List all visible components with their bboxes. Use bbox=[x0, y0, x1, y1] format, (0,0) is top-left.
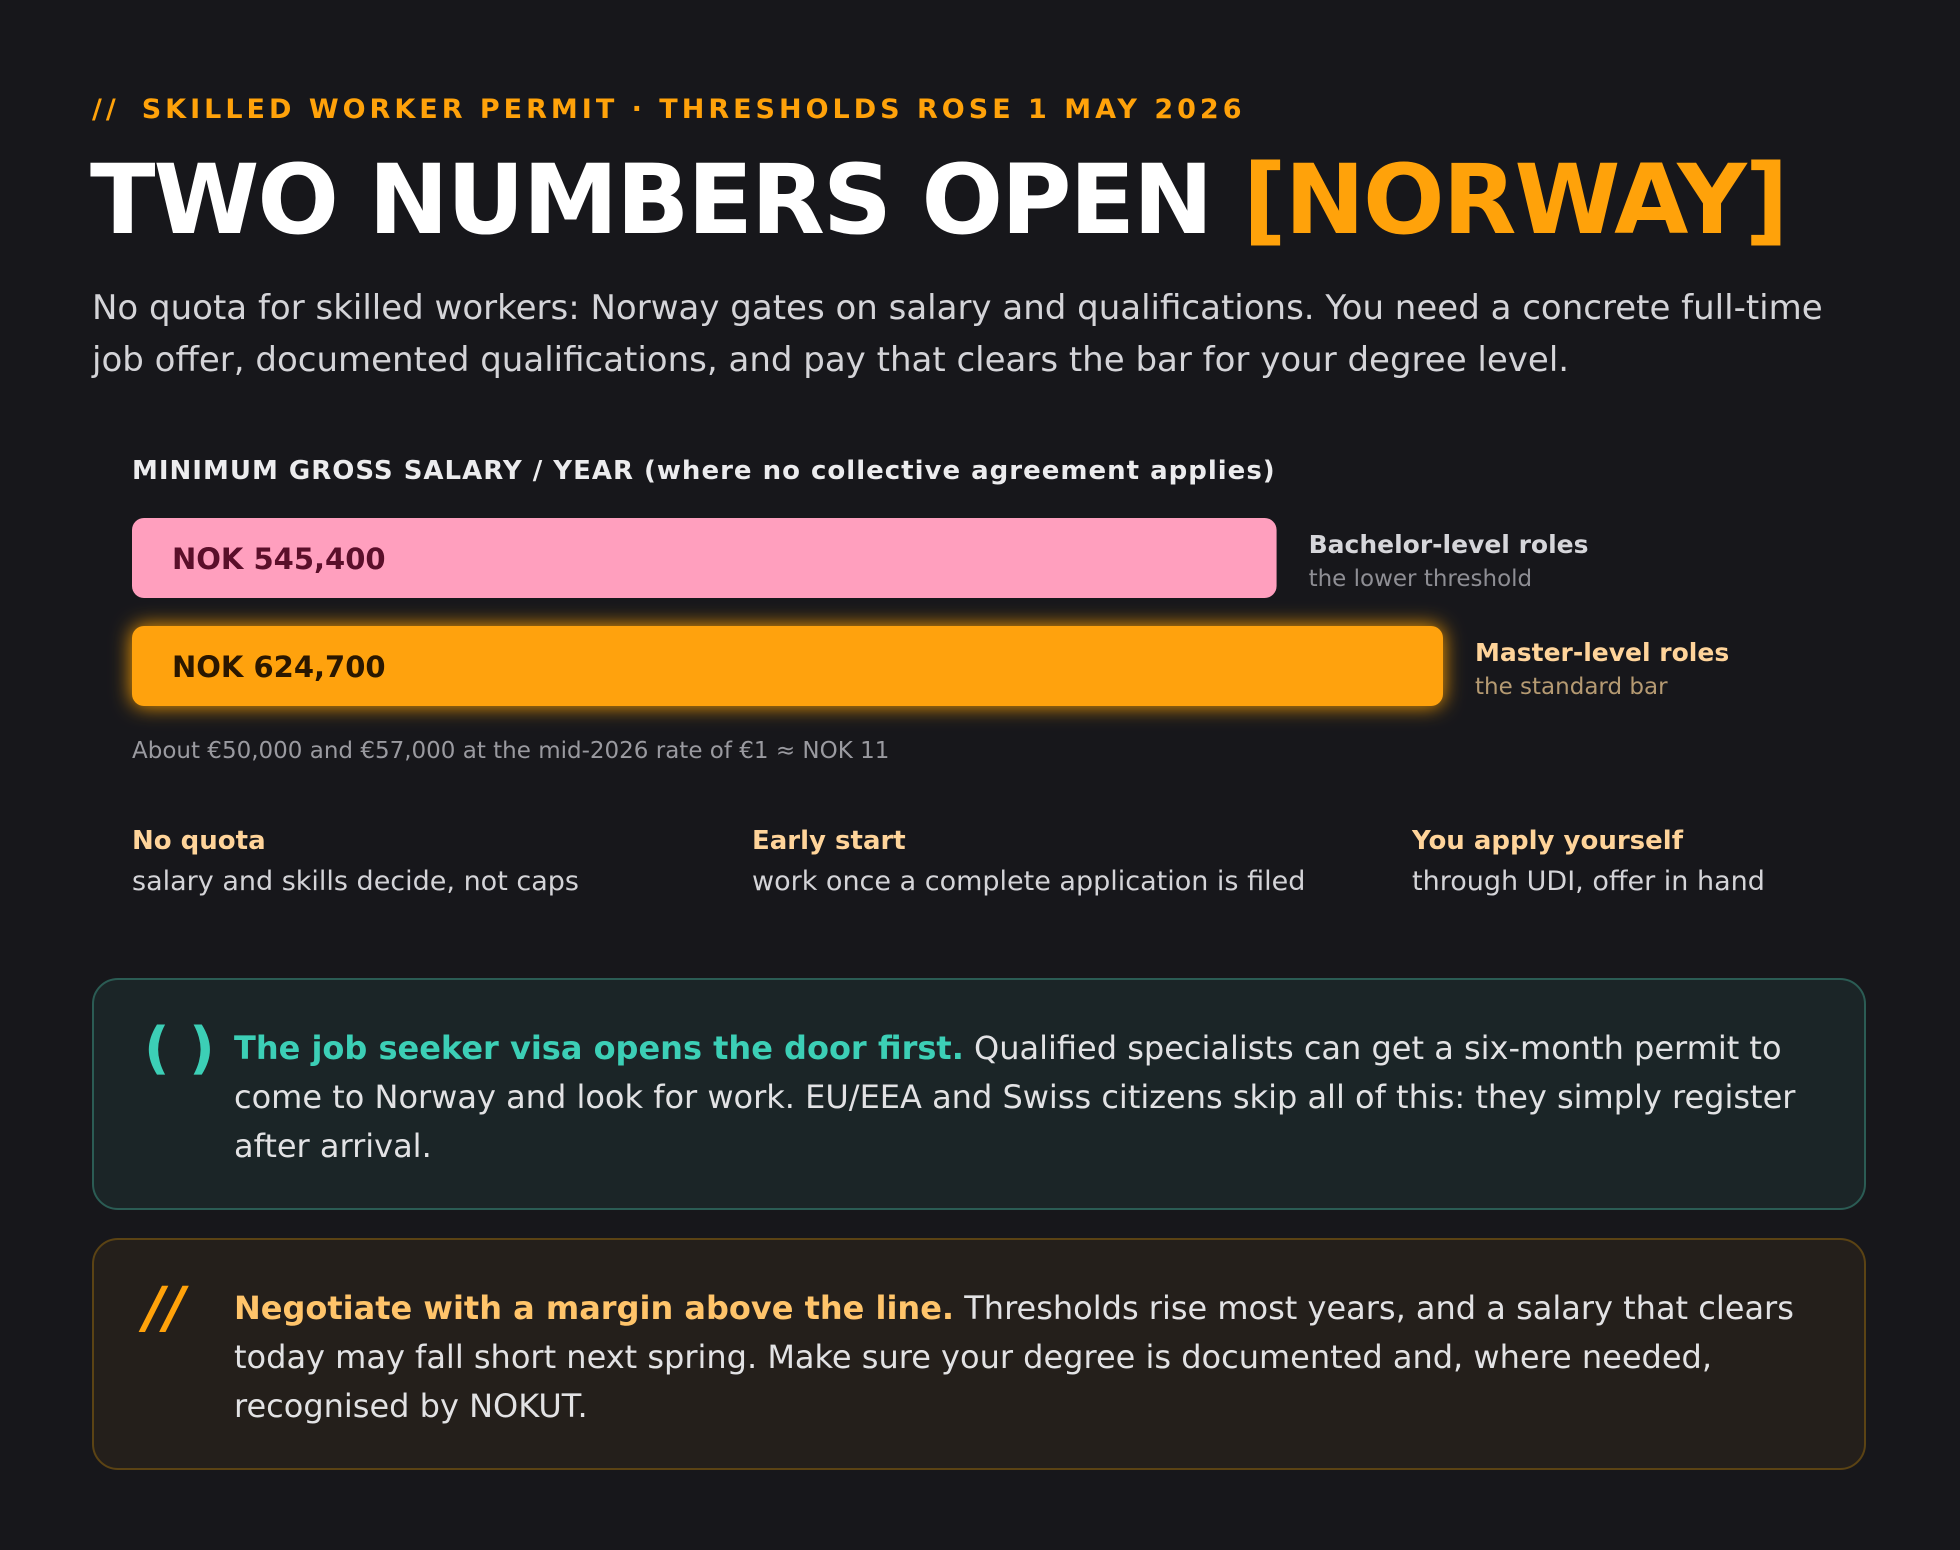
fact-text: through UDI, offer in hand bbox=[1412, 866, 1765, 897]
title-main: TWO NUMBERS OPEN bbox=[90, 144, 1243, 256]
slashes-icon: // bbox=[144, 1276, 185, 1341]
negotiate-callout bbox=[92, 1238, 1866, 1470]
parentheses-icon: ( ) bbox=[144, 1016, 215, 1081]
callout-text: Thresholds rise most years, and a salary that clears today may fall short next spring. Make sure your degree is documented and, where needed, recognised by NOKUT. bbox=[234, 1289, 1794, 1425]
bar-value-label: NOK 624,700 bbox=[172, 650, 386, 684]
fact-heading: Early start bbox=[752, 826, 906, 856]
bar-value-label: NOK 545,400 bbox=[172, 542, 386, 576]
fact-text: salary and skills decide, not caps bbox=[132, 866, 579, 897]
chart-title: MINIMUM GROSS SALARY / YEAR (where no collective agreement applies) bbox=[132, 456, 1276, 486]
callout-body bbox=[234, 1024, 1824, 1171]
job-seeker-callout bbox=[92, 978, 1866, 1210]
salary-bar-chart bbox=[0, 0, 1960, 760]
bar-category-label: Master-level roles bbox=[1475, 638, 1730, 667]
bar-sublabel: the lower threshold bbox=[1308, 566, 1533, 592]
title-accent: [NORWAY] bbox=[1242, 144, 1787, 256]
callout-lead: The job seeker visa opens the door first. bbox=[234, 1029, 964, 1067]
conversion-note: About €50,000 and €57,000 at the mid-2026 rate of €1 ≈ NOK 11 bbox=[132, 738, 890, 764]
bar-sublabel: the standard bar bbox=[1475, 674, 1668, 700]
fact-apply-yourself bbox=[1412, 826, 1765, 897]
intro-paragraph: No quota for skilled workers: Norway gates on salary and qualifications. You need a concrete full-time job offer, documented qualifications, and pay that clears the bar for your degree level. bbox=[92, 288, 1823, 380]
eyebrow-text: SKILLED WORKER PERMIT · THRESHOLDS ROSE 1 MAY 2026 bbox=[141, 94, 1246, 125]
fact-early-start bbox=[752, 826, 1305, 897]
callout-lead: Negotiate with a margin above the line. bbox=[234, 1289, 955, 1327]
fact-heading: No quota bbox=[132, 826, 266, 856]
fact-heading: You apply yourself bbox=[1412, 826, 1684, 856]
fact-text: work once a complete application is filed bbox=[752, 866, 1306, 897]
callout-body bbox=[234, 1284, 1824, 1431]
bar-category-label: Bachelor-level roles bbox=[1308, 530, 1589, 559]
fact-no-quota bbox=[132, 826, 579, 897]
callout-text: Qualified specialists can get a six-month permit to come to Norway and look for work. EU/EEA and Swiss citizens skip all of this: they simply register after arrival. bbox=[234, 1029, 1796, 1165]
eyebrow-slashes: // bbox=[92, 94, 120, 125]
